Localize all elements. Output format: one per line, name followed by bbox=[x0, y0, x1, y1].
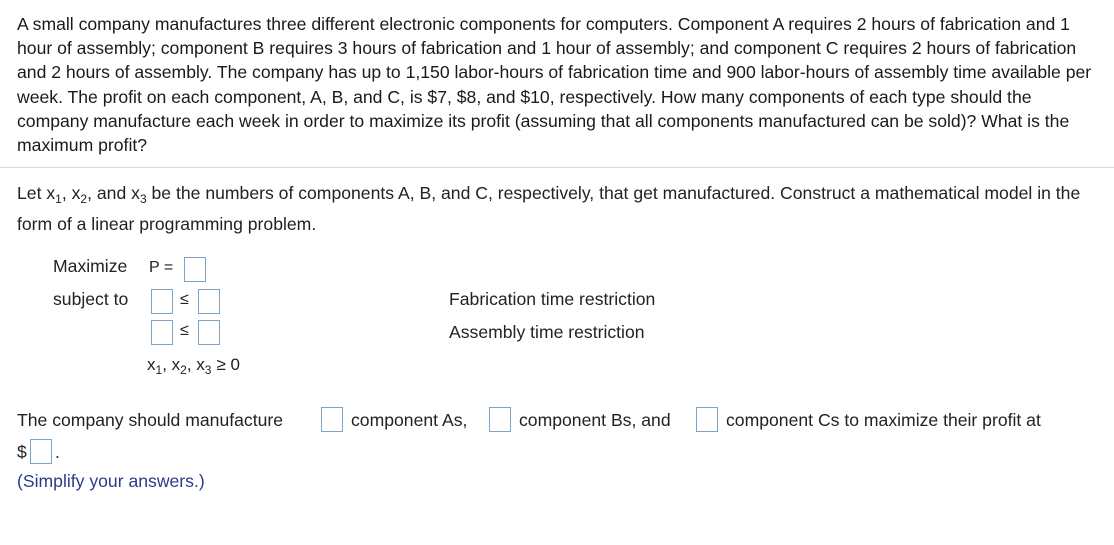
and-text: , and bbox=[87, 183, 132, 203]
assembly-lhs-input[interactable] bbox=[151, 320, 173, 345]
nn-x1: x bbox=[147, 355, 156, 374]
instructions bbox=[17, 178, 1102, 240]
subject-to-label: subject to bbox=[53, 289, 129, 309]
max-profit-input[interactable] bbox=[30, 439, 52, 464]
problem-text: A small company manufactures three different electronic components for computers. Component A requires 2 hours of fabrication and 1 hour of assembly; component B requires 3 hours of fabrication and 1 hour of assembly; and component C requires 2 hours of fabrication and 2 hours of assembly. The company has up to 1,150 labor-hours of fabrication time and 900 labor-hours of assembly time available per week. The profit on each component, A, B, and C, is $7, $8, and $10, respectively. How many components of each type should the company manufacture each week in order to maximize its profit (assuming that all components manufactured can be sold)? What is the maximum profit? bbox=[17, 14, 1092, 156]
p-equals: P = bbox=[149, 259, 174, 276]
component-a-input[interactable] bbox=[321, 407, 343, 432]
maximize-label: Maximize bbox=[53, 256, 128, 276]
answer-part-4: component Cs to maximize their profit at bbox=[726, 410, 1041, 430]
nn-x2: x bbox=[171, 355, 181, 374]
objective-input[interactable] bbox=[184, 257, 206, 282]
section-divider bbox=[0, 167, 1114, 168]
leq-symbol-2: ≤ bbox=[180, 322, 189, 339]
answer-part-3: component Bs, and bbox=[519, 410, 671, 430]
simplify-hint: (Simplify your answers.) bbox=[17, 471, 205, 491]
intro-let: Let bbox=[17, 183, 47, 203]
var-x1: x bbox=[46, 183, 56, 203]
var-x3: x bbox=[131, 183, 140, 203]
comma-1: , bbox=[61, 183, 72, 203]
var-x2: x bbox=[71, 183, 81, 203]
sub-2: 2 bbox=[80, 192, 88, 206]
fabrication-rhs-input[interactable] bbox=[198, 289, 220, 314]
component-c-input[interactable] bbox=[696, 407, 718, 432]
answer-period: . bbox=[55, 442, 60, 462]
nn-sub-3: 3 bbox=[204, 363, 212, 377]
fabrication-lhs-input[interactable] bbox=[151, 289, 173, 314]
sub-3: 3 bbox=[139, 192, 147, 206]
nn-sub-2: 2 bbox=[180, 363, 187, 377]
dollar-sign: $ bbox=[17, 442, 27, 462]
nn-sub-1: 1 bbox=[155, 363, 163, 377]
component-b-input[interactable] bbox=[489, 407, 511, 432]
answer-part-2: component As, bbox=[351, 410, 468, 430]
leq-symbol-1: ≤ bbox=[180, 291, 189, 308]
assembly-label: Assembly time restriction bbox=[449, 322, 645, 342]
nn-comma-1: , bbox=[162, 355, 172, 374]
sub-1: 1 bbox=[55, 192, 62, 206]
geq-zero: ≥ 0 bbox=[216, 355, 240, 374]
nn-comma-2: , bbox=[186, 355, 197, 374]
fabrication-label: Fabrication time restriction bbox=[449, 289, 656, 309]
assembly-rhs-input[interactable] bbox=[198, 320, 220, 345]
intro-rest: be the numbers of components A, B, and C, respectively, that get manufactured. Construct a mathematical model in the form of a linear programming problem. bbox=[17, 183, 1081, 234]
answer-part-1: The company should manufacture bbox=[17, 410, 284, 430]
nn-x3: x bbox=[196, 355, 205, 374]
nonnegativity-constraint bbox=[147, 355, 240, 375]
